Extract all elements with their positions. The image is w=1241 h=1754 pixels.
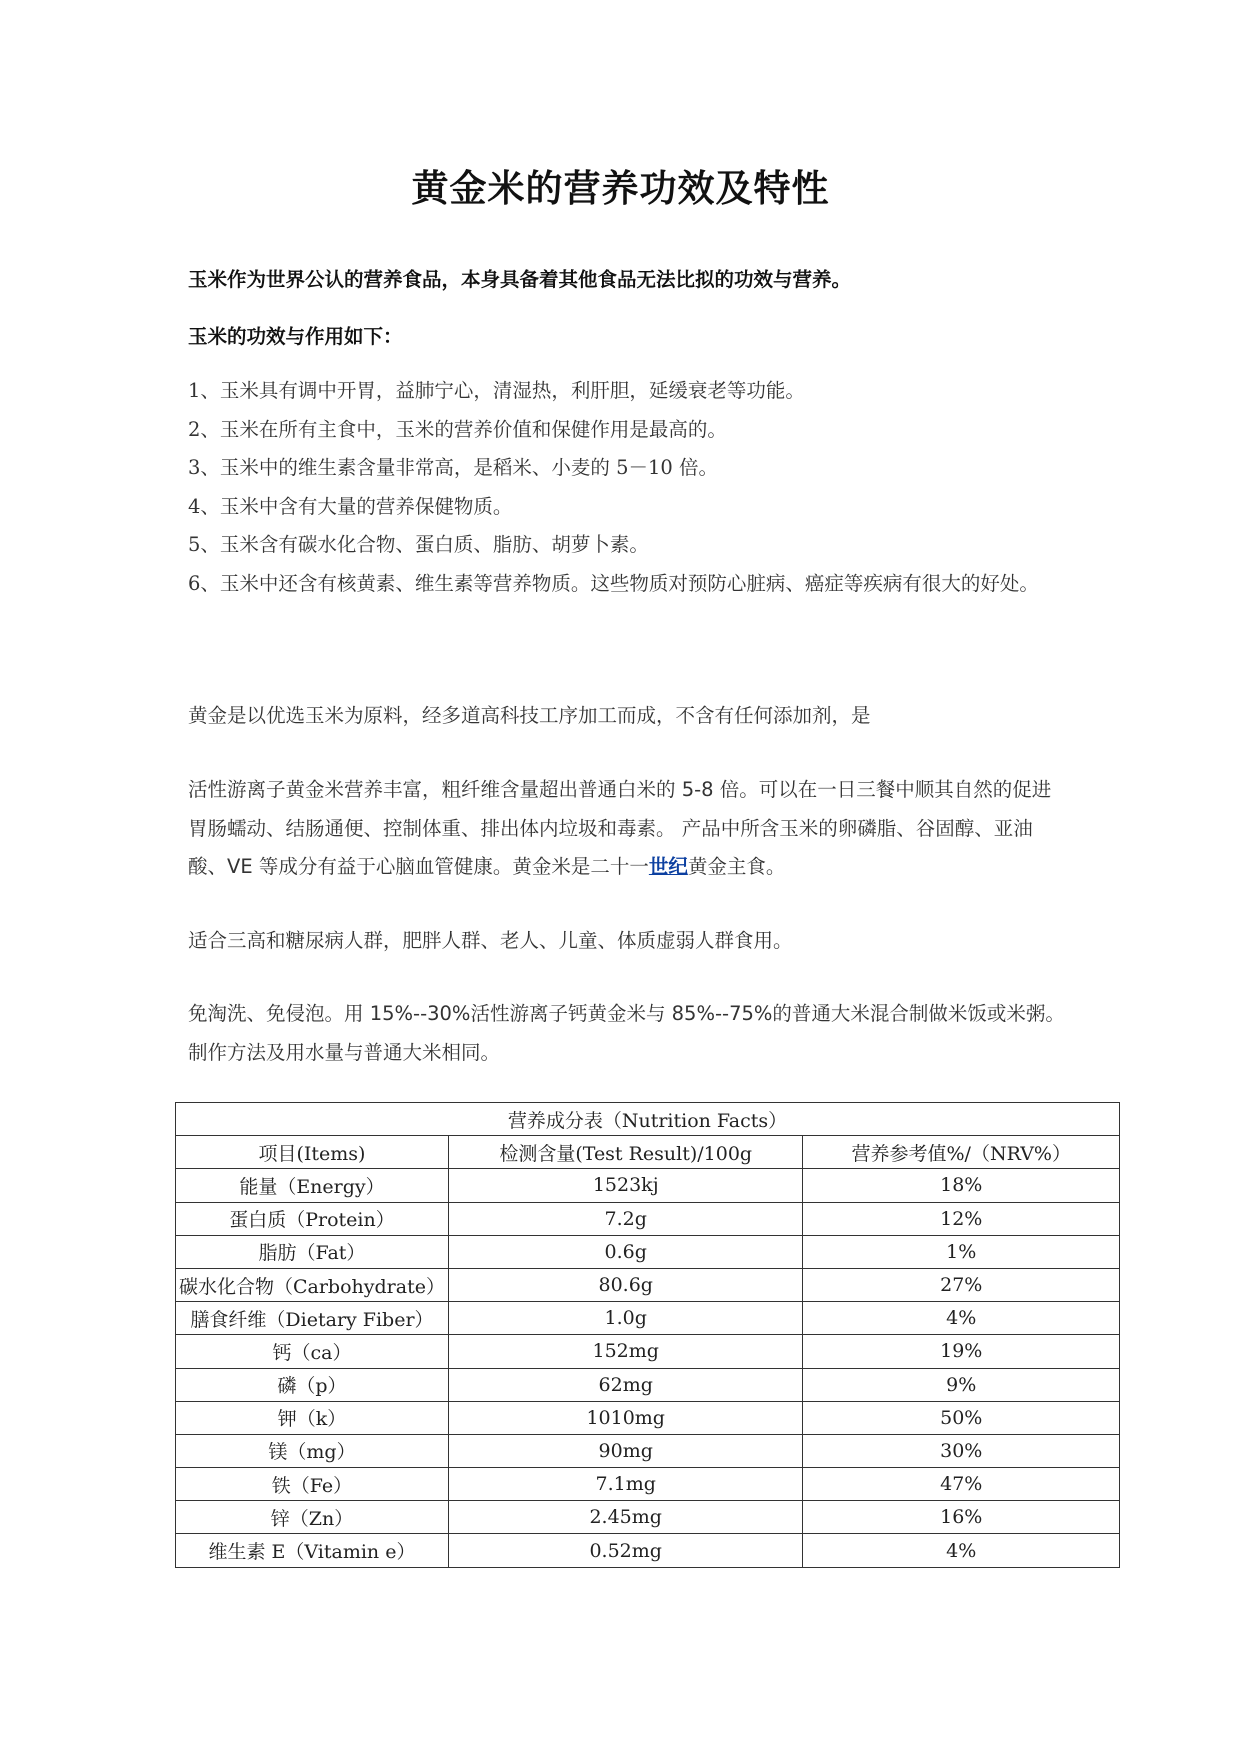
table-body	[176, 1169, 1120, 1567]
list-item: 6、玉米中还含有核黄素、维生素等营养物质。这些物质对预防心脏病、癌症等疾病有很大的好处。	[188, 571, 1039, 595]
cell-item: 镁（mg）	[176, 1434, 449, 1467]
cell-nrv: 50%	[803, 1401, 1120, 1434]
cell-test-result: 152mg	[448, 1335, 803, 1368]
page-title: 黄金米的营养功效及特性	[411, 166, 830, 210]
cell-test-result: 0.6g	[448, 1235, 803, 1268]
cell-nrv: 12%	[803, 1202, 1120, 1235]
cell-item: 膳食纤维（Dietary Fiber）	[176, 1302, 449, 1335]
cell-nrv: 27%	[803, 1268, 1120, 1301]
column-header-result: 检测含量(Test Result)/100g	[448, 1136, 803, 1169]
cell-nrv: 19%	[803, 1335, 1120, 1368]
cell-item: 维生素 E（Vitamin e）	[176, 1534, 449, 1567]
cell-nrv: 16%	[803, 1501, 1120, 1534]
cell-test-result: 7.1mg	[448, 1468, 803, 1501]
column-header-items: 项目(Items)	[176, 1136, 449, 1169]
table-row	[176, 1534, 1120, 1567]
list-item: 5、玉米含有碳水化合物、蛋白质、脂肪、胡萝卜素。	[188, 533, 649, 556]
cell-nrv: 30%	[803, 1434, 1120, 1467]
paragraph-audience: 适合三高和糖尿病人群，肥胖人群、老人、儿童、体质虚弱人群食用。	[188, 929, 793, 952]
table-row	[176, 1368, 1120, 1401]
paragraph-nutrition	[188, 771, 1068, 887]
cell-item: 蛋白质（Protein）	[176, 1202, 449, 1235]
benefits-heading: 玉米的功效与作用如下：	[188, 325, 403, 348]
cell-test-result: 90mg	[448, 1434, 803, 1467]
list-item: 2、玉米在所有主食中，玉米的营养价值和保健作用是最高的。	[188, 417, 727, 441]
list-item: 4、玉米中含有大量的营养保健物质。	[188, 494, 513, 518]
cell-item: 脂肪（Fat）	[176, 1235, 449, 1268]
table-caption: 营养成分表（Nutrition Facts）	[176, 1103, 1120, 1136]
century-link[interactable]: 世纪	[648, 855, 688, 878]
cell-item: 铁（Fe）	[176, 1468, 449, 1501]
table-header-row	[176, 1136, 1120, 1169]
paragraph-usage: 免淘洗、免侵泡。用 15%--30%活性游离子钙黄金米与 85%--75%的普通大米混合制做米饭或米粥。制作方法及用水量与普通大米相同。	[188, 1002, 1065, 1064]
paragraph-text: 黄金主食。	[687, 855, 786, 878]
cell-nrv: 4%	[803, 1534, 1120, 1567]
cell-item: 能量（Energy）	[176, 1169, 449, 1202]
cell-test-result: 7.2g	[448, 1202, 803, 1235]
table-row	[176, 1202, 1120, 1235]
table-row	[176, 1468, 1120, 1501]
cell-test-result: 62mg	[448, 1368, 803, 1401]
nutrition-table	[175, 1102, 1120, 1568]
column-header-nrv: 营养参考值%/（NRV%）	[803, 1136, 1120, 1169]
intro-text: 玉米作为世界公认的营养食品，本身具备着其他食品无法比拟的功效与营养。	[188, 268, 852, 291]
cell-item: 钙（ca）	[176, 1335, 449, 1368]
cell-nrv: 1%	[803, 1235, 1120, 1268]
cell-item: 磷（p）	[176, 1368, 449, 1401]
paragraph-origin: 黄金是以优选玉米为原料，经多道高科技工序加工而成，不含有任何添加剂，是	[188, 704, 871, 727]
table-row	[176, 1302, 1120, 1335]
cell-test-result: 1.0g	[448, 1302, 803, 1335]
cell-item: 锌（Zn）	[176, 1501, 449, 1534]
cell-item: 钾（k）	[176, 1401, 449, 1434]
cell-nrv: 47%	[803, 1468, 1120, 1501]
table-row	[176, 1268, 1120, 1301]
paragraph-text: 活性游离子黄金米营养丰富，粗纤维含量超出普通白米的 5-8 倍。可以在一日三餐中顺其自然的促进胃肠蠕动、结肠通便、控制体重、排出体内垃圾和毒素。 产品中所含玉米的卵磷脂、谷固醇、亚油酸、VE 等成分有益于心脑血管健康。黄金米是二十一	[188, 778, 1052, 878]
cell-nrv: 18%	[803, 1169, 1120, 1202]
benefits-list	[188, 372, 1068, 603]
table-row	[176, 1335, 1120, 1368]
table-row	[176, 1401, 1120, 1434]
list-item: 1、玉米具有调中开胃，益肺宁心，清湿热，利肝胆，延缓衰老等功能。	[188, 379, 805, 402]
cell-item: 碳水化合物（Carbohydrate）	[176, 1268, 449, 1301]
cell-test-result: 2.45mg	[448, 1501, 803, 1534]
cell-test-result: 1523kj	[448, 1169, 803, 1202]
table-row	[176, 1169, 1120, 1202]
list-item: 3、玉米中的维生素含量非常高，是稻米、小麦的 5－10 倍。	[188, 456, 719, 479]
cell-nrv: 4%	[803, 1302, 1120, 1335]
cell-test-result: 1010mg	[448, 1401, 803, 1434]
table-row	[176, 1235, 1120, 1268]
table-caption-row	[176, 1103, 1120, 1136]
cell-nrv: 9%	[803, 1368, 1120, 1401]
table-row	[176, 1501, 1120, 1534]
cell-test-result: 80.6g	[448, 1268, 803, 1301]
table-row	[176, 1434, 1120, 1467]
cell-test-result: 0.52mg	[448, 1534, 803, 1567]
